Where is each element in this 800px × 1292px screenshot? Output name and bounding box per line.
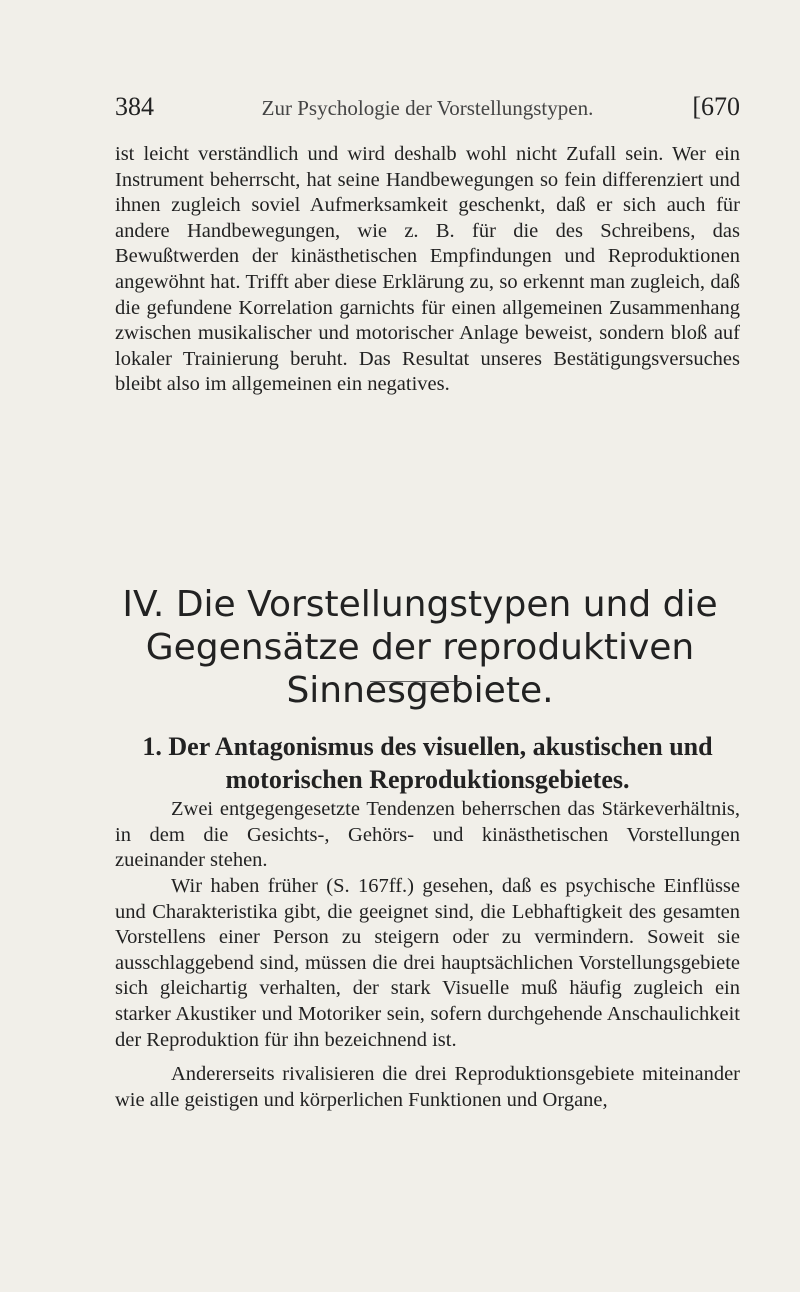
- running-title: Zur Psychologie der Vorstellungstypen.: [261, 96, 594, 120]
- page-header: [115, 92, 740, 132]
- body-paragraph: ist leicht verständlich und wird deshalb wohl nicht Zufall sein. Wer ein Instrument beherrscht, hat seine Handbewegungen so fein differenziert und ihnen zugleich soviel Aufmerksamkeit geschenkt, daß er sich auch für andere Handbewegungen, wie z. B. für die des Schreibens, das Bewußtwerden der kinästhetischen Empfindungen und Reproduktionen angewöhnt hat. Trifft aber diese Erklärung zu, so erkennt man zugleich, daß die gefundene Korrelation garnichts für einen allgemeinen Zusammenhang zwischen musikalischer und motorischer Anlage beweist, sondern bloß auf lokaler Trainierung beruht. Das Resultat unseres Bestätigungsversuches bleibt also im allgemeinen ein negatives.: [115, 143, 740, 396]
- body-paragraph: Zwei entgegengesetzte Tendenzen beherrschen das Stärkeverhältnis, in dem die Gesichts-, Gehörs- und kinästhetischen Vorstellungen zueinander stehen.: [115, 798, 740, 872]
- body-paragraph: Wir haben früher (S. 167ff.) gesehen, daß es psychische Einflüsse und Charakteristika gibt, die geeignet sind, die Lebhaftigkeit des gesamten Vorstellens einer Person zu steigern oder zu vermindern. Soweit sie ausschlaggebend sind, müssen die drei hauptsächlichen Vorstellungsgebiete sich gleichartig verhalten, der stark Visuelle muß häufig zugleich ein starker Akustiker und Motoriker sein, sofern durchgehende Anschaulichkeit der Reproduktion für ihn bezeichnend ist.: [115, 875, 740, 1051]
- body-paragraph: Andererseits rivalisieren die drei Reproduktionsgebiete miteinander wie alle geistigen und körperlichen Funktionen und Organe,: [115, 1063, 740, 1111]
- section-title: 1. Der Antagonismus des visuellen, akustischen und motorischen Reproduktionsgebietes.: [142, 732, 713, 794]
- page-number: 384: [115, 92, 154, 121]
- chapter-title: IV. Die Vorstellungstypen und die Gegensätze der reproduktiven Sinnesgebiete.: [122, 584, 718, 711]
- page-reference: [670: [692, 92, 740, 121]
